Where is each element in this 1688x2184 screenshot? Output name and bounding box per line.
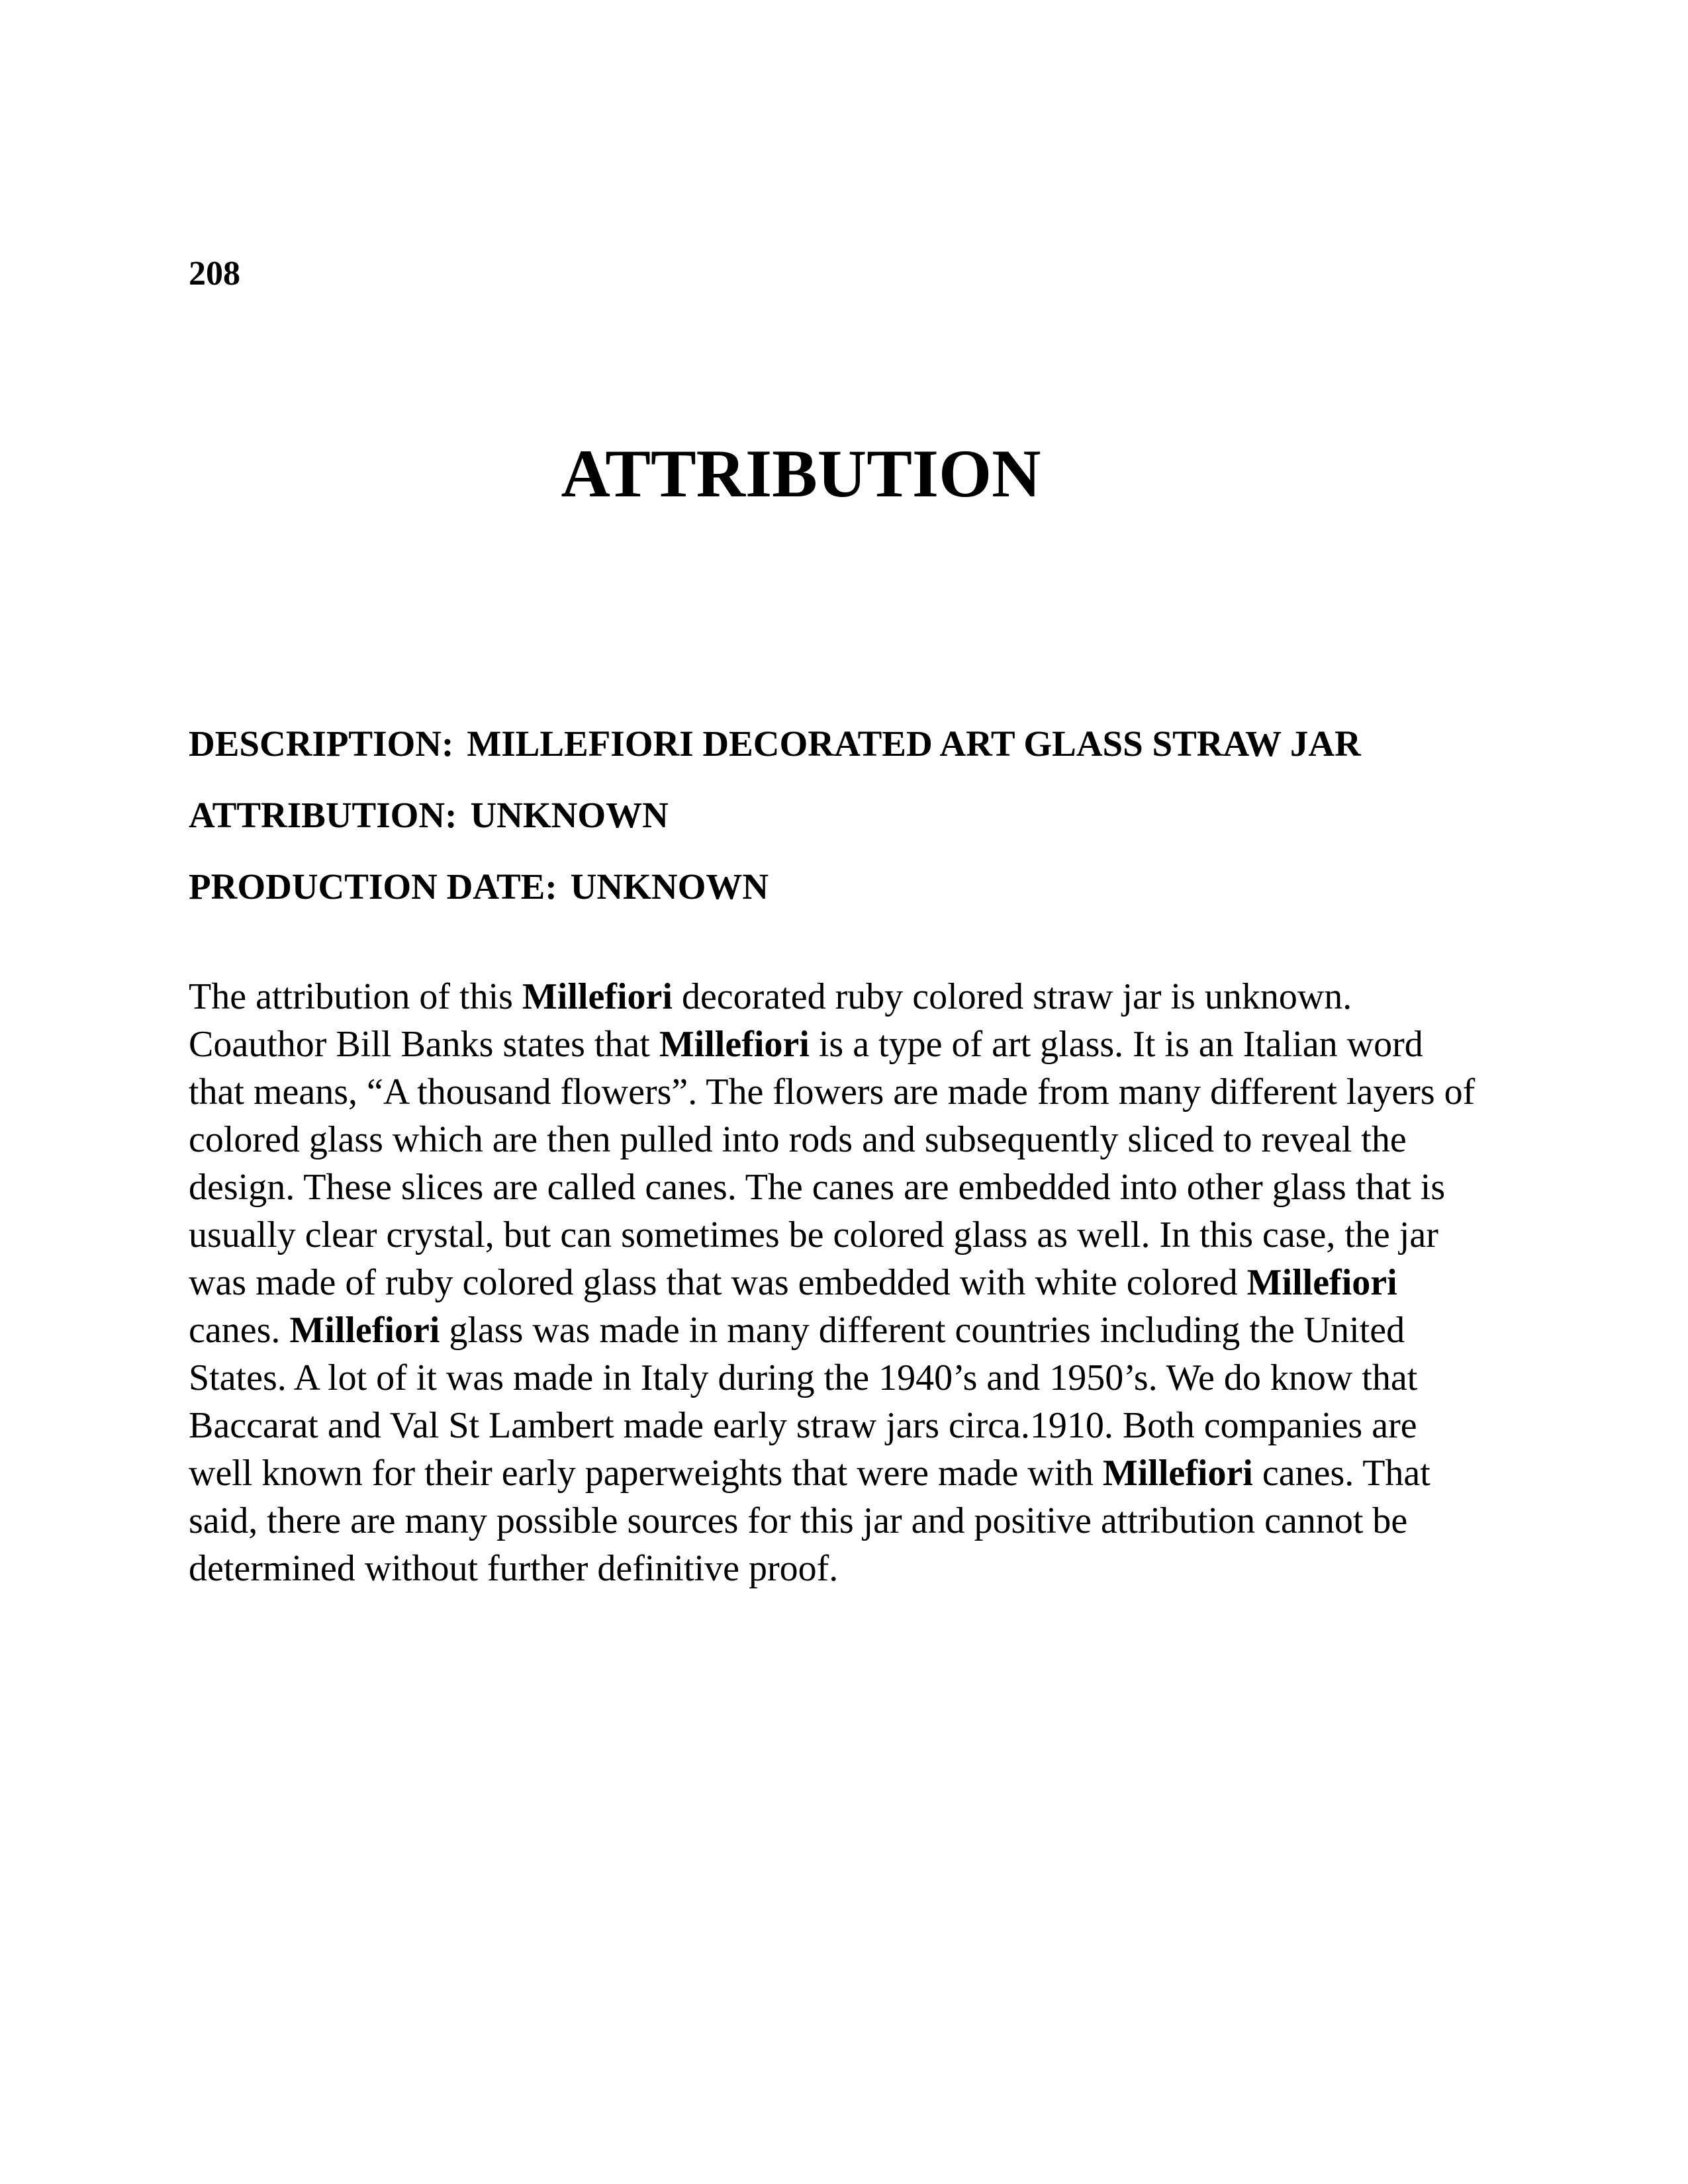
- emphasis-millefiori: Millefiori: [289, 1310, 440, 1351]
- page-number: 208: [189, 255, 240, 293]
- emphasis-millefiori: Millefiori: [659, 1024, 810, 1065]
- attribution-label: ATTRIBUTION:: [189, 795, 457, 835]
- body-text-segment: glass was made in many different countries including the United States. A lot of it was made in Italy during the 1940’s and 1950’s. We do know that Baccarat and Val St Lambert made early straw jars circa.1910. Both companies are well known for their early paperweights that were made with: [189, 1310, 1418, 1494]
- body-text-segment: is a type of art glass. It is an Italian word that means, “A thousand flowers”. The flowers are made from many different layers of colored glass which are then pulled into rods and subsequently sliced to reveal the design. These slices are called canes. The canes are embedded into other glass that is usually clear crystal, but can sometimes be colored glass as well. In this case, the jar was made of ruby colored glass that was embedded with white colored: [189, 1024, 1476, 1303]
- emphasis-millefiori: Millefiori: [1246, 1262, 1397, 1303]
- metadata-block: [189, 708, 1546, 923]
- attribution-value: UNKNOWN: [470, 795, 669, 835]
- emphasis-millefiori: Millefiori: [522, 976, 673, 1017]
- production-date-line: [189, 851, 1546, 923]
- body-text-segment: canes.: [189, 1310, 290, 1351]
- description-value: MILLEFIORI DECORATED ART GLASS STRAW JAR: [467, 723, 1361, 764]
- attribution-line: [189, 780, 1546, 851]
- body-paragraph: [189, 973, 1486, 1592]
- production-date-label: PRODUCTION DATE:: [189, 866, 557, 907]
- emphasis-millefiori: Millefiori: [1102, 1453, 1253, 1494]
- body-text-segment: The attribution of this: [189, 976, 522, 1017]
- description-label: DESCRIPTION:: [189, 723, 454, 764]
- body-text-segment: decorated ruby colored straw jar is unknown. Coauthor Bill Banks states that: [189, 976, 1352, 1065]
- page-title: ATTRIBUTION: [561, 436, 1041, 512]
- production-date-value: UNKNOWN: [570, 866, 769, 907]
- description-line: [189, 708, 1546, 780]
- body-text-segment: canes. That said, there are many possible sources for this jar and positive attribution cannot be determined without further definitive proof.: [189, 1453, 1430, 1589]
